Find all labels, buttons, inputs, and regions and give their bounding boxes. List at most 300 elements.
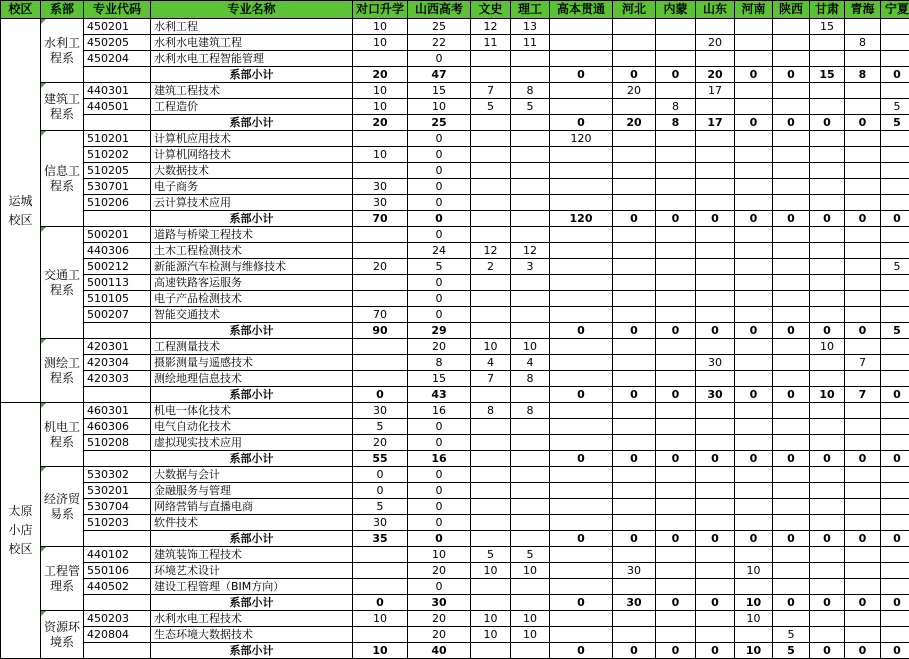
major-code-cell: 510208 bbox=[84, 435, 151, 451]
quota-cell: 8 bbox=[511, 371, 550, 387]
quota-cell bbox=[845, 99, 881, 115]
quota-cell bbox=[613, 35, 656, 51]
quota-cell: 10 bbox=[511, 611, 550, 627]
quota-cell bbox=[773, 35, 810, 51]
campus-cell: 运城校区 bbox=[1, 19, 41, 403]
quota-cell bbox=[735, 243, 773, 259]
subtotal-cell: 20 bbox=[613, 115, 656, 131]
quota-cell: 11 bbox=[471, 35, 511, 51]
subtotal-code-cell bbox=[84, 531, 151, 547]
quota-cell bbox=[881, 467, 909, 483]
quota-cell bbox=[656, 179, 696, 195]
quota-cell: 20 bbox=[408, 563, 471, 579]
major-code-cell: 530704 bbox=[84, 499, 151, 515]
quota-cell: 5 bbox=[353, 499, 408, 515]
quota-cell: 10 bbox=[353, 83, 408, 99]
major-name-cell: 建筑装饰工程技术 bbox=[151, 547, 353, 563]
quota-cell: 10 bbox=[408, 547, 471, 563]
subtotal-cell: 0 bbox=[550, 387, 613, 403]
subtotal-row bbox=[1, 451, 909, 467]
quota-cell bbox=[696, 499, 735, 515]
quota-cell bbox=[353, 275, 408, 291]
quota-cell: 5 bbox=[353, 419, 408, 435]
quota-cell bbox=[773, 611, 810, 627]
subtotal-cell: 0 bbox=[810, 211, 845, 227]
quota-cell bbox=[845, 467, 881, 483]
subtotal-cell: 0 bbox=[845, 643, 881, 659]
quota-cell bbox=[550, 419, 613, 435]
subtotal-cell: 0 bbox=[845, 595, 881, 611]
subtotal-cell: 10 bbox=[735, 643, 773, 659]
quota-cell bbox=[735, 19, 773, 35]
quota-cell bbox=[550, 547, 613, 563]
subtotal-cell: 70 bbox=[353, 211, 408, 227]
quota-cell bbox=[773, 499, 810, 515]
quota-cell bbox=[810, 307, 845, 323]
quota-cell: 5 bbox=[471, 547, 511, 563]
quota-cell bbox=[881, 355, 909, 371]
quota-cell: 0 bbox=[408, 179, 471, 195]
quota-cell bbox=[845, 179, 881, 195]
subtotal-cell: 0 bbox=[845, 323, 881, 339]
quota-cell bbox=[696, 179, 735, 195]
quota-cell bbox=[735, 179, 773, 195]
subtotal-cell: 35 bbox=[353, 531, 408, 547]
quota-cell bbox=[613, 499, 656, 515]
subtotal-cell: 0 bbox=[773, 115, 810, 131]
quota-cell: 10 bbox=[735, 563, 773, 579]
quota-cell bbox=[773, 419, 810, 435]
quota-cell: 10 bbox=[471, 339, 511, 355]
quota-cell bbox=[810, 355, 845, 371]
quota-cell bbox=[810, 579, 845, 595]
quota-cell bbox=[656, 227, 696, 243]
quota-cell bbox=[735, 35, 773, 51]
subtotal-row bbox=[1, 531, 909, 547]
quota-cell bbox=[845, 147, 881, 163]
major-code-cell: 450201 bbox=[84, 19, 151, 35]
major-name-cell: 网络营销与直播电商 bbox=[151, 499, 353, 515]
department-cell: 建筑工程系 bbox=[41, 83, 84, 131]
department-cell: 测绘工程系 bbox=[41, 339, 84, 403]
quota-cell bbox=[613, 483, 656, 499]
major-name-cell: 电子产品检测技术 bbox=[151, 291, 353, 307]
quota-cell bbox=[656, 83, 696, 99]
quota-cell bbox=[471, 275, 511, 291]
header-hebei: 河北 bbox=[613, 1, 656, 19]
subtotal-cell: 0 bbox=[881, 531, 909, 547]
quota-cell: 12 bbox=[471, 19, 511, 35]
subtotal-cell: 10 bbox=[353, 643, 408, 659]
table-row bbox=[1, 227, 909, 243]
quota-cell bbox=[613, 163, 656, 179]
quota-cell bbox=[773, 435, 810, 451]
quota-cell bbox=[550, 291, 613, 307]
quota-cell bbox=[735, 291, 773, 307]
major-code-cell: 440301 bbox=[84, 83, 151, 99]
quota-cell bbox=[550, 515, 613, 531]
table-row bbox=[1, 259, 909, 275]
quota-cell bbox=[550, 435, 613, 451]
table-row bbox=[1, 611, 909, 627]
quota-cell bbox=[696, 483, 735, 499]
quota-cell bbox=[613, 339, 656, 355]
quota-cell bbox=[353, 227, 408, 243]
subtotal-cell: 0 bbox=[810, 323, 845, 339]
subtotal-cell: 0 bbox=[735, 531, 773, 547]
quota-cell bbox=[773, 195, 810, 211]
quota-cell bbox=[735, 547, 773, 563]
department-cell: 机电工程系 bbox=[41, 403, 84, 467]
quota-cell bbox=[550, 355, 613, 371]
quota-cell bbox=[550, 275, 613, 291]
quota-cell bbox=[656, 579, 696, 595]
quota-cell bbox=[471, 307, 511, 323]
quota-cell bbox=[696, 467, 735, 483]
quota-cell: 20 bbox=[408, 611, 471, 627]
quota-cell bbox=[773, 371, 810, 387]
quota-cell bbox=[773, 291, 810, 307]
quota-cell bbox=[773, 259, 810, 275]
subtotal-cell: 0 bbox=[735, 451, 773, 467]
quota-cell bbox=[511, 275, 550, 291]
quota-cell bbox=[696, 51, 735, 67]
quota-cell bbox=[550, 163, 613, 179]
major-code-cell: 420804 bbox=[84, 627, 151, 643]
quota-cell: 5 bbox=[511, 547, 550, 563]
subtotal-row bbox=[1, 387, 909, 403]
subtotal-cell: 16 bbox=[408, 451, 471, 467]
header-shanxi-gaokao: 山西高考 bbox=[408, 1, 471, 19]
quota-cell: 24 bbox=[408, 243, 471, 259]
quota-cell bbox=[613, 403, 656, 419]
subtotal-cell bbox=[471, 387, 511, 403]
quota-cell: 0 bbox=[353, 467, 408, 483]
major-name-cell: 建设工程管理（BIM方向） bbox=[151, 579, 353, 595]
campus-cell: 太原小店校区 bbox=[1, 403, 41, 659]
quota-cell bbox=[550, 339, 613, 355]
quota-cell: 5 bbox=[408, 259, 471, 275]
subtotal-cell: 0 bbox=[845, 211, 881, 227]
department-cell: 信息工程系 bbox=[41, 131, 84, 227]
major-name-cell: 新能源汽车检测与维修技术 bbox=[151, 259, 353, 275]
quota-cell bbox=[810, 547, 845, 563]
quota-cell bbox=[735, 131, 773, 147]
quota-cell bbox=[471, 147, 511, 163]
quota-cell: 3 bbox=[511, 259, 550, 275]
quota-cell bbox=[471, 467, 511, 483]
quota-cell bbox=[613, 355, 656, 371]
subtotal-cell: 0 bbox=[550, 115, 613, 131]
table-row bbox=[1, 243, 909, 259]
quota-cell bbox=[735, 51, 773, 67]
subtotal-cell: 0 bbox=[656, 387, 696, 403]
quota-cell: 5 bbox=[881, 259, 909, 275]
quota-cell bbox=[550, 19, 613, 35]
header-through-program: 高本贯通 bbox=[550, 1, 613, 19]
quota-cell bbox=[845, 435, 881, 451]
quota-cell bbox=[353, 243, 408, 259]
table-row bbox=[1, 547, 909, 563]
quota-cell bbox=[550, 243, 613, 259]
quota-cell: 0 bbox=[408, 467, 471, 483]
subtotal-cell: 8 bbox=[656, 115, 696, 131]
quota-cell bbox=[735, 579, 773, 595]
subtotal-label: 系部小计 bbox=[151, 323, 353, 339]
table-row bbox=[1, 355, 909, 371]
quota-cell bbox=[881, 51, 909, 67]
quota-cell: 10 bbox=[353, 35, 408, 51]
subtotal-cell: 0 bbox=[773, 451, 810, 467]
subtotal-cell: 7 bbox=[845, 387, 881, 403]
subtotal-cell: 0 bbox=[353, 595, 408, 611]
major-code-cell: 500201 bbox=[84, 227, 151, 243]
quota-cell bbox=[773, 51, 810, 67]
quota-cell bbox=[613, 195, 656, 211]
quota-cell bbox=[353, 339, 408, 355]
quota-cell bbox=[810, 563, 845, 579]
subtotal-cell: 20 bbox=[353, 67, 408, 83]
quota-cell bbox=[550, 179, 613, 195]
quota-cell: 30 bbox=[696, 355, 735, 371]
department-cell: 交通工程系 bbox=[41, 227, 84, 339]
quota-cell bbox=[810, 147, 845, 163]
subtotal-cell: 5 bbox=[773, 643, 810, 659]
quota-cell bbox=[845, 483, 881, 499]
subtotal-cell: 0 bbox=[735, 323, 773, 339]
subtotal-cell: 0 bbox=[845, 531, 881, 547]
subtotal-cell: 0 bbox=[656, 531, 696, 547]
quota-cell bbox=[845, 227, 881, 243]
quota-cell: 11 bbox=[511, 35, 550, 51]
quota-cell bbox=[613, 275, 656, 291]
quota-cell bbox=[773, 547, 810, 563]
quota-cell bbox=[511, 499, 550, 515]
quota-cell bbox=[696, 227, 735, 243]
quota-cell: 0 bbox=[408, 483, 471, 499]
quota-cell: 10 bbox=[511, 563, 550, 579]
quota-cell bbox=[613, 179, 656, 195]
quota-cell bbox=[845, 419, 881, 435]
quota-cell bbox=[881, 243, 909, 259]
quota-cell bbox=[656, 499, 696, 515]
table-row bbox=[1, 339, 909, 355]
table-row bbox=[1, 499, 909, 515]
subtotal-code-cell bbox=[84, 211, 151, 227]
quota-cell bbox=[773, 147, 810, 163]
subtotal-cell: 0 bbox=[656, 67, 696, 83]
quota-cell bbox=[810, 259, 845, 275]
quota-cell bbox=[696, 19, 735, 35]
subtotal-cell: 0 bbox=[613, 323, 656, 339]
subtotal-cell: 0 bbox=[408, 531, 471, 547]
subtotal-row bbox=[1, 643, 909, 659]
quota-cell bbox=[696, 259, 735, 275]
quota-cell bbox=[613, 435, 656, 451]
header-department: 系部 bbox=[41, 1, 84, 19]
subtotal-cell bbox=[511, 211, 550, 227]
quota-cell bbox=[845, 579, 881, 595]
quota-cell: 15 bbox=[408, 83, 471, 99]
quota-cell bbox=[471, 483, 511, 499]
quota-cell bbox=[696, 515, 735, 531]
major-name-cell: 高速铁路客运服务 bbox=[151, 275, 353, 291]
quota-cell: 30 bbox=[353, 515, 408, 531]
quota-cell bbox=[613, 579, 656, 595]
department-cell: 工程管理系 bbox=[41, 547, 84, 611]
subtotal-cell bbox=[471, 643, 511, 659]
subtotal-cell: 0 bbox=[881, 451, 909, 467]
subtotal-cell: 40 bbox=[408, 643, 471, 659]
quota-cell bbox=[511, 163, 550, 179]
quota-cell bbox=[613, 19, 656, 35]
major-name-cell: 建筑工程技术 bbox=[151, 83, 353, 99]
major-code-cell: 550106 bbox=[84, 563, 151, 579]
quota-cell bbox=[810, 35, 845, 51]
subtotal-cell: 0 bbox=[773, 387, 810, 403]
quota-cell bbox=[810, 499, 845, 515]
subtotal-cell: 0 bbox=[550, 595, 613, 611]
subtotal-row bbox=[1, 323, 909, 339]
quota-cell bbox=[353, 131, 408, 147]
quota-cell: 0 bbox=[408, 163, 471, 179]
table-row bbox=[1, 35, 909, 51]
subtotal-cell: 0 bbox=[550, 643, 613, 659]
quota-cell: 0 bbox=[408, 419, 471, 435]
table-row bbox=[1, 19, 909, 35]
subtotal-cell bbox=[511, 643, 550, 659]
quota-cell bbox=[613, 147, 656, 163]
quota-cell bbox=[550, 563, 613, 579]
quota-cell bbox=[471, 195, 511, 211]
table-row bbox=[1, 403, 909, 419]
quota-cell bbox=[881, 403, 909, 419]
subtotal-cell: 0 bbox=[613, 643, 656, 659]
major-code-cell: 510206 bbox=[84, 195, 151, 211]
subtotal-cell: 0 bbox=[735, 67, 773, 83]
major-name-cell: 工程造价 bbox=[151, 99, 353, 115]
table-row bbox=[1, 131, 909, 147]
quota-cell bbox=[656, 467, 696, 483]
subtotal-cell bbox=[511, 595, 550, 611]
subtotal-cell: 29 bbox=[408, 323, 471, 339]
subtotal-code-cell bbox=[84, 323, 151, 339]
subtotal-code-cell bbox=[84, 115, 151, 131]
quota-cell bbox=[810, 163, 845, 179]
major-code-cell: 510203 bbox=[84, 515, 151, 531]
subtotal-cell: 0 bbox=[810, 115, 845, 131]
quota-cell bbox=[810, 611, 845, 627]
major-code-cell: 530201 bbox=[84, 483, 151, 499]
quota-cell bbox=[511, 195, 550, 211]
quota-cell: 10 bbox=[471, 563, 511, 579]
subtotal-cell: 0 bbox=[613, 531, 656, 547]
quota-cell bbox=[656, 627, 696, 643]
quota-cell bbox=[845, 627, 881, 643]
major-name-cell: 计算机网络技术 bbox=[151, 147, 353, 163]
subtotal-cell: 5 bbox=[881, 115, 909, 131]
subtotal-cell: 0 bbox=[550, 451, 613, 467]
subtotal-cell: 0 bbox=[550, 323, 613, 339]
subtotal-cell: 0 bbox=[656, 643, 696, 659]
quota-cell bbox=[656, 147, 696, 163]
subtotal-row bbox=[1, 211, 909, 227]
table-row bbox=[1, 435, 909, 451]
major-name-cell: 大数据与会计 bbox=[151, 467, 353, 483]
subtotal-cell: 8 bbox=[845, 67, 881, 83]
subtotal-cell: 25 bbox=[408, 115, 471, 131]
quota-cell bbox=[353, 355, 408, 371]
quota-cell bbox=[613, 51, 656, 67]
quota-cell bbox=[881, 483, 909, 499]
quota-cell bbox=[353, 51, 408, 67]
quota-cell bbox=[656, 131, 696, 147]
quota-cell bbox=[735, 403, 773, 419]
header-major-code: 专业代码 bbox=[84, 1, 151, 19]
quota-cell bbox=[735, 227, 773, 243]
quota-cell bbox=[656, 355, 696, 371]
quota-cell bbox=[810, 467, 845, 483]
quota-cell: 5 bbox=[881, 99, 909, 115]
quota-cell bbox=[613, 227, 656, 243]
quota-cell bbox=[613, 243, 656, 259]
major-name-cell: 摄影测量与遥感技术 bbox=[151, 355, 353, 371]
quota-cell bbox=[511, 419, 550, 435]
major-name-cell: 道路与桥梁工程技术 bbox=[151, 227, 353, 243]
major-name-cell: 水利水电建筑工程 bbox=[151, 35, 353, 51]
quota-cell: 10 bbox=[735, 611, 773, 627]
quota-cell bbox=[735, 355, 773, 371]
quota-cell: 12 bbox=[511, 243, 550, 259]
subtotal-cell: 0 bbox=[613, 67, 656, 83]
quota-cell bbox=[511, 435, 550, 451]
quota-cell bbox=[550, 403, 613, 419]
major-name-cell: 计算机应用技术 bbox=[151, 131, 353, 147]
quota-cell bbox=[656, 307, 696, 323]
quota-cell bbox=[471, 227, 511, 243]
quota-cell: 7 bbox=[471, 371, 511, 387]
quota-cell bbox=[613, 131, 656, 147]
subtotal-cell: 0 bbox=[656, 323, 696, 339]
quota-cell bbox=[656, 19, 696, 35]
quota-cell bbox=[881, 227, 909, 243]
subtotal-row bbox=[1, 115, 909, 131]
quota-cell bbox=[735, 483, 773, 499]
quota-cell bbox=[881, 19, 909, 35]
quota-cell bbox=[511, 147, 550, 163]
major-code-cell: 500113 bbox=[84, 275, 151, 291]
quota-cell bbox=[550, 611, 613, 627]
subtotal-cell bbox=[511, 67, 550, 83]
quota-cell bbox=[773, 339, 810, 355]
quota-cell: 120 bbox=[550, 131, 613, 147]
quota-cell bbox=[656, 259, 696, 275]
quota-cell bbox=[735, 371, 773, 387]
quota-cell bbox=[696, 611, 735, 627]
subtotal-cell bbox=[471, 67, 511, 83]
quota-cell bbox=[845, 499, 881, 515]
quota-cell: 8 bbox=[845, 35, 881, 51]
quota-cell bbox=[735, 339, 773, 355]
major-name-cell: 水利水电工程技术 bbox=[151, 611, 353, 627]
subtotal-cell: 43 bbox=[408, 387, 471, 403]
quota-cell bbox=[845, 243, 881, 259]
header-ningxia: 宁夏 bbox=[881, 1, 909, 19]
major-code-cell: 460301 bbox=[84, 403, 151, 419]
quota-cell bbox=[845, 83, 881, 99]
subtotal-cell: 0 bbox=[656, 211, 696, 227]
quota-cell: 0 bbox=[408, 307, 471, 323]
